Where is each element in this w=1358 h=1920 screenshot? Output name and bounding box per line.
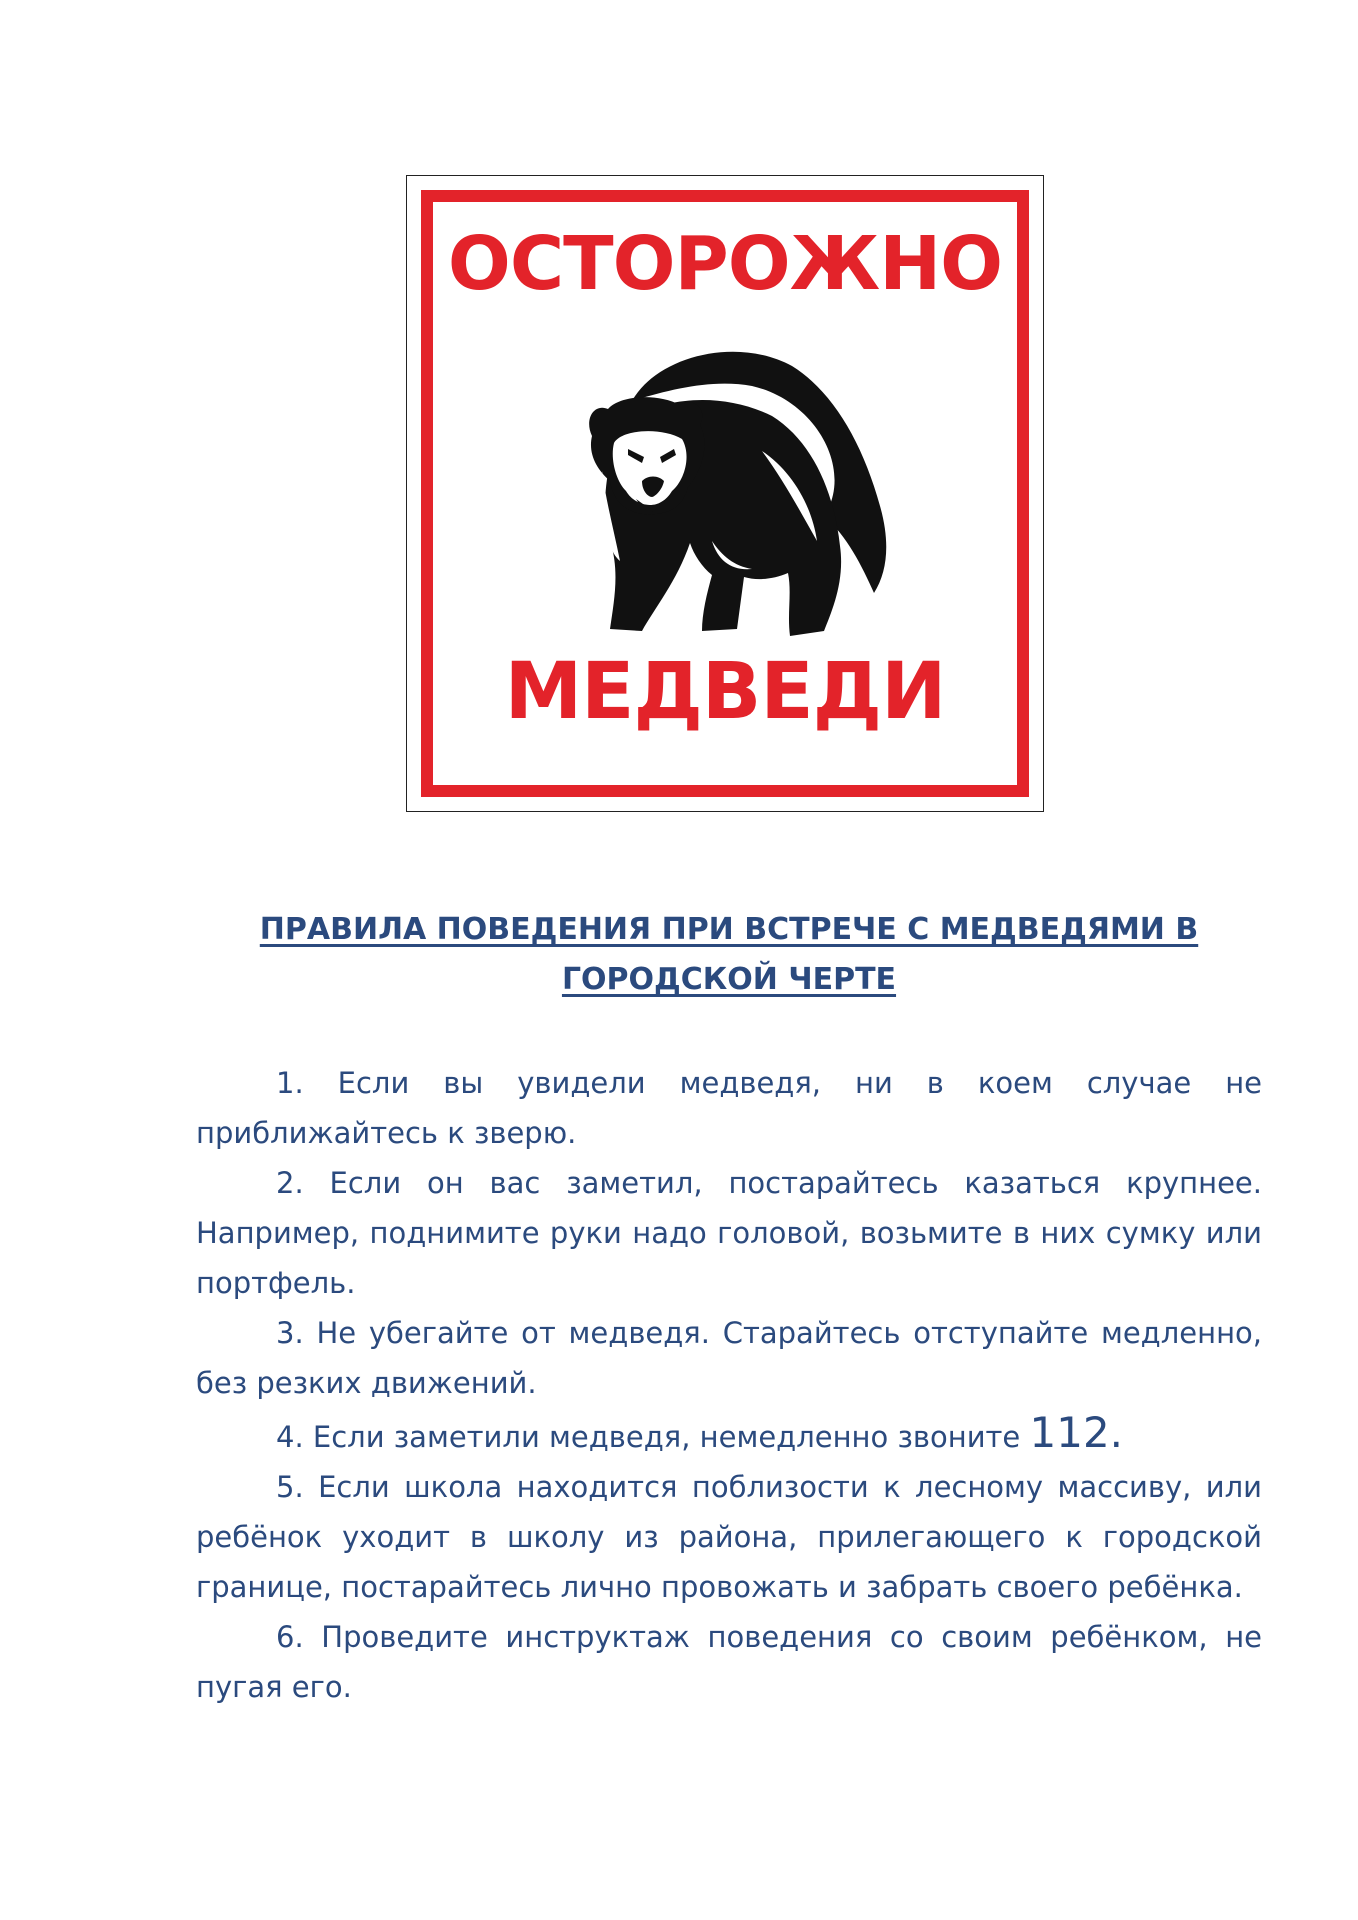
emergency-number: 112.	[1029, 1408, 1124, 1457]
rules-list	[196, 1058, 1262, 1712]
rule-4-text: 4. Если заметили медведя, немедленно звоните	[276, 1420, 1021, 1454]
rule-item: 5. Если школа находится поблизости к лесному массиву, или ребёнок уходит в школу из района, прилегающего к городской границе, постарайтесь лично провожать и забрать своего ребёнка.	[196, 1470, 1262, 1604]
rule-item: 3. Не убегайте от медведя. Старайтесь отступайте медленно, без резких движений.	[196, 1316, 1262, 1400]
rule-item: 2. Если он вас заметил, постарайтесь казаться крупнее. Например, поднимите руки надо головой, возьмите в них сумку или портфель.	[196, 1166, 1262, 1300]
rules-heading	[196, 905, 1262, 1005]
heading-line-2: ГОРОДСКОЙ ЧЕРТЕ	[561, 962, 897, 997]
warning-sign	[406, 175, 1044, 812]
rule-item: 1. Если вы увидели медведя, ни в коем случае не приближайтесь к зверю.	[196, 1066, 1262, 1150]
sign-subtitle: МЕДВЕДИ	[504, 647, 946, 737]
sign-title: ОСТОРОЖНО	[447, 221, 1003, 307]
heading-line-1: ПРАВИЛА ПОВЕДЕНИЯ ПРИ ВСТРЕЧЕ С МЕДВЕДЯМИ В	[259, 912, 1199, 947]
rule-item	[196, 1408, 1262, 1462]
bear-icon	[562, 331, 892, 646]
rule-item: 6. Проведите инструктаж поведения со своим ребёнком, не пугая его.	[196, 1620, 1262, 1704]
